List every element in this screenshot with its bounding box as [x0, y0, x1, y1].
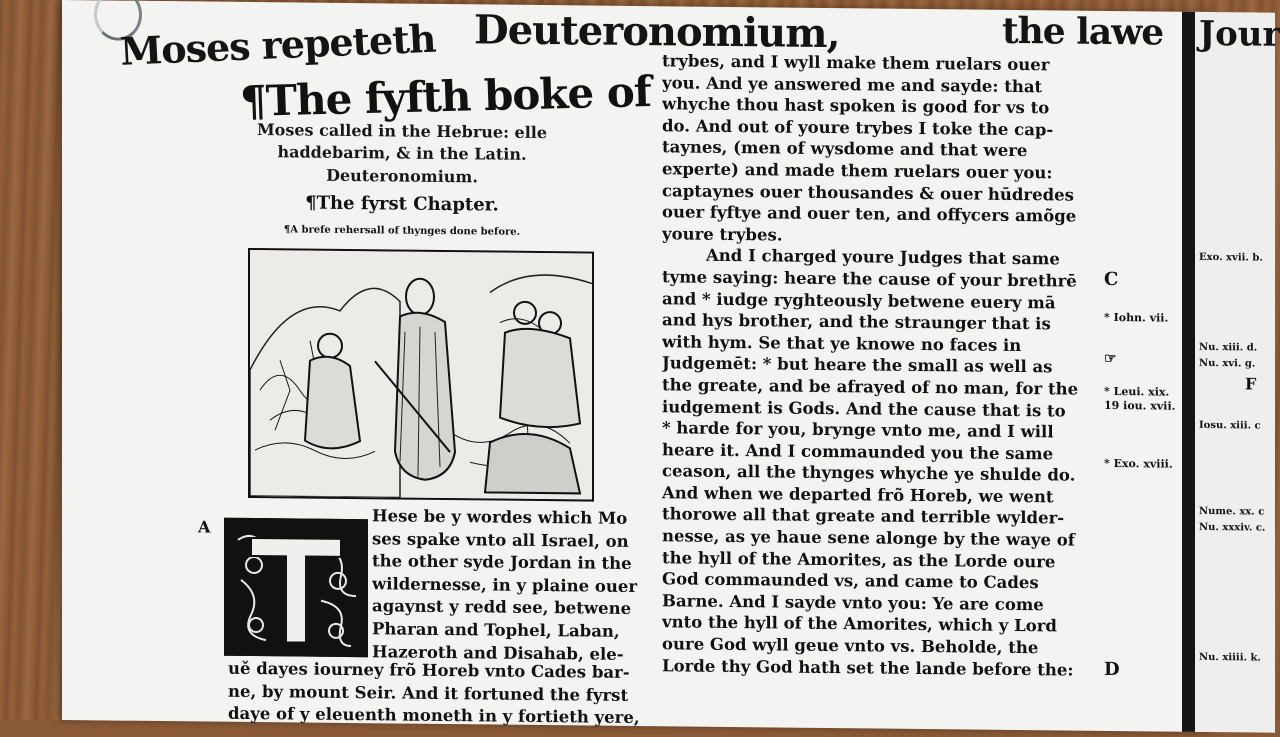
margin-note: D — [1104, 658, 1120, 681]
text-line: ouer fyftye and ouer ten, and offycers amõge — [662, 202, 1077, 226]
margin-note: * Exo. xviii. — [1104, 456, 1173, 471]
text-line: nesse, as ye haue sene alonge by the waye of — [662, 526, 1075, 550]
bible-page — [62, 0, 1280, 732]
left-column-lower-text — [228, 658, 648, 730]
text-line: wildernesse, in y plaine ouer — [372, 574, 638, 596]
text-line: taynes, (men of wysdome and that were — [662, 137, 1028, 161]
column-rule — [1182, 12, 1195, 732]
text-line: iudgement is Gods. And the cause that is to — [662, 396, 1066, 421]
margin-note: Iosu. xiii. c — [1199, 419, 1261, 432]
text-line: Judgemēt: * but heare the small as well as — [662, 353, 1053, 377]
text-line: oure God wyll geue vnto vs. Beholde, the — [662, 634, 1039, 658]
pilcrow-icon: ¶ — [305, 192, 317, 214]
decorated-initial-letter — [224, 518, 368, 658]
text-line: and * iudge ryghteously betwene euery mā — [662, 288, 1056, 312]
text-line: vnto the hyll of the Amorites, which y Lord — [662, 612, 1057, 636]
margin-note: * Leui. xix. — [1104, 384, 1170, 399]
text-line: captaynes ouer thousandes & ouer hūdredes — [662, 180, 1074, 205]
subtitle-line-1: Moses called in the Hebrue: elle — [256, 120, 548, 143]
text-line: the hyll of the Amorites, as the Lorde oure — [662, 547, 1056, 572]
text-line: heare it. And I commaunded you the same — [662, 439, 1054, 464]
text-line: you. And ye answered me and sayde: that — [662, 72, 1043, 96]
margin-note: Nu. xiiii. k. — [1199, 651, 1261, 664]
text-line: And when we departed frõ Horeb, we went — [662, 483, 1054, 507]
text-line: and hys brother, and the straunger that is — [662, 310, 1051, 334]
text-line: youre trybes. — [662, 224, 783, 245]
text-line: Hese be y wordes which Mo — [372, 506, 628, 528]
margin-note: Nu. xvi. g. — [1199, 357, 1256, 370]
text-line: Hazeroth and Disahab, ele- — [372, 641, 624, 664]
text-line: whyche thou hast spoken is good for vs to — [662, 94, 1050, 118]
text-line: trybes, and I wyll make them ruelars ouer — [662, 51, 1050, 75]
margin-note: Nume. xx. c — [1199, 505, 1265, 518]
margin-note: 19 iou. xvii. — [1104, 398, 1176, 413]
text-line: Lorde thy God hath set the lande before the: — [662, 655, 1074, 680]
left-column-text — [372, 505, 648, 666]
text-line: the greate, and be afrayed of no man, for the — [662, 375, 1079, 399]
chapter-heading: ¶The fyrst Chapter. — [305, 192, 499, 216]
margin-letter: A — [198, 517, 211, 537]
pilcrow-icon: ¶ — [283, 224, 291, 236]
text-line: ceason, all the thynges whyche ye shulde do. — [662, 461, 1076, 485]
pilcrow-icon: ¶ — [239, 76, 267, 127]
running-header-center: Deuteronomium, — [474, 6, 840, 58]
text-line: daye of y eleuenth moneth in y fortieth yere, — [228, 703, 640, 728]
text-line: with hym. Se that ye knowe no faces in — [662, 332, 1022, 355]
margin-notes — [1104, 11, 1184, 732]
margin-note: * Iohn. vii. — [1104, 310, 1169, 325]
subtitle-line-3: Deuteronomium. — [326, 165, 478, 187]
text-line: thorowe all that greate and terrible wylder- — [662, 504, 1065, 528]
book-title: ¶The fyfth boke of — [239, 67, 652, 127]
text-line: tyme saying: heare the cause of your brethrē — [662, 267, 1077, 291]
text-line: agaynst y redd see, betwene — [372, 596, 632, 619]
text-line: do. And out of youre trybes I toke the cap- — [662, 116, 1054, 140]
running-header-right: the lawe — [1002, 9, 1164, 54]
text-line: experte) and made them ruelars ouer you: — [662, 159, 1053, 183]
adjacent-page-edge — [1195, 12, 1280, 733]
chapter-summary: ¶A brefe rehersall of thynges done before. — [283, 224, 521, 238]
margin-note: Nu. xiii. d. — [1199, 341, 1258, 354]
adjacent-page-header: Jour — [1199, 13, 1280, 55]
text-line: the other syde Jordan in the — [372, 551, 632, 574]
text-line: And I charged youre Judges that same — [706, 246, 1060, 269]
margin-note: F — [1245, 374, 1257, 394]
margin-note: Exo. xvii. b. — [1199, 251, 1263, 264]
right-column-text — [662, 50, 1102, 681]
text-line: God commaunded vs, and came to Cades — [662, 569, 1039, 593]
text-line: Pharan and Tophel, Laban, — [372, 619, 620, 641]
subtitle-line-2: haddebarim, & in the Latin. — [277, 142, 527, 164]
running-header-left: Moses repeteth — [119, 15, 437, 74]
text-line: * harde for you, brynge vnto me, and I will — [662, 418, 1054, 442]
text-line: ne, by mount Seir. And it fortuned the fyrst — [228, 681, 629, 705]
text-line: ses spake vnto all Israel, on — [372, 528, 629, 551]
margin-note: Nu. xxxiv. c. — [1199, 521, 1266, 534]
initial-letter-ornament — [226, 520, 366, 655]
pointing-hand-icon: ☞ — [1104, 350, 1117, 368]
woodcut-illustration — [248, 248, 594, 502]
text-line: uě dayes iourney frõ Horeb vnto Cades bar- — [228, 658, 630, 682]
woodcut-moses-figures — [250, 250, 592, 500]
text-line: Barne. And I sayde vnto you: Ye are come — [662, 591, 1044, 615]
margin-note: C — [1104, 268, 1119, 291]
